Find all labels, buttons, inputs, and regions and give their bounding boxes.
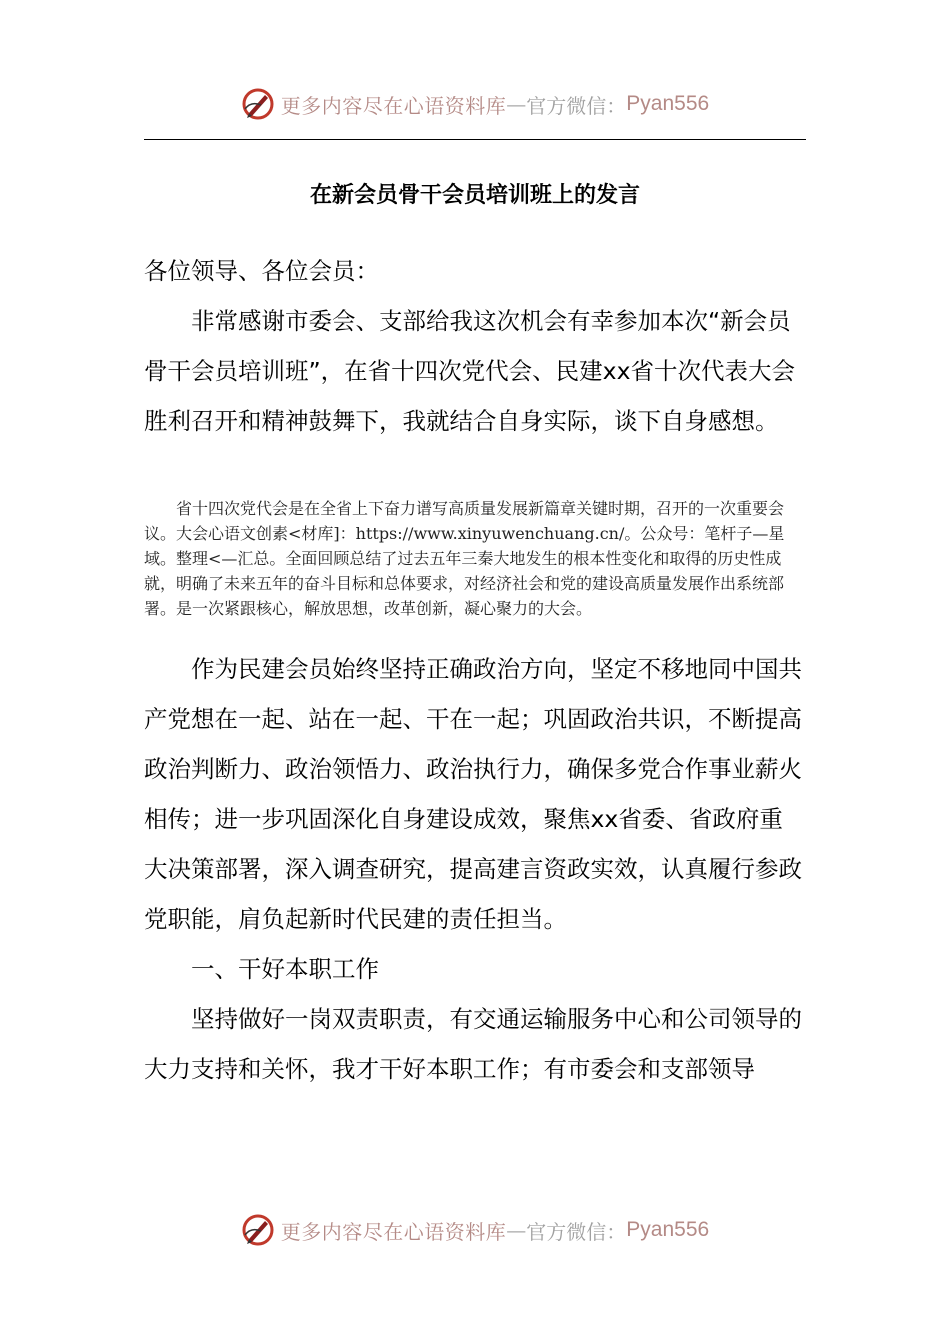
header-banner: [0, 82, 950, 126]
intro-block: [144, 246, 806, 446]
banner-wechat-id: Pyan556: [626, 92, 710, 115]
document-title: 在新会员骨干会员培训班上的发言: [309, 183, 640, 208]
banner-separator: —: [506, 92, 527, 116]
paragraph-political-direction: 作为民建会员始终坚持正确政治方向，坚定不移地同中国共产党想在一起、站在一起、干在一起；巩固政治共识，不断提高政治判断力、政治领悟力、政治执行力，确保多党合作事业薪火相传；进一步巩固深化自身建设成效，聚焦xx省委、省政府重大决策部署，深入调查研究，提高建言资政实效，认真履行参政党职能，肩负起新时代民建的责任担当。: [144, 655, 802, 933]
footer-wechat-label: 官方微信：: [526, 1219, 627, 1244]
pen-logo-icon: [241, 1213, 275, 1247]
pen-logo-icon: [241, 87, 275, 121]
footer-wechat-id: Pyan556: [626, 1218, 710, 1241]
banner-slogan: 更多内容尽在心语资料库: [280, 93, 507, 118]
footer-banner: [0, 1208, 950, 1252]
footer-slogan: 更多内容尽在心语资料库: [280, 1219, 507, 1244]
banner-wechat-label: 官方微信：: [526, 93, 627, 118]
header-divider: [144, 139, 806, 140]
paragraph-thanks: 非常感谢市委会、支部给我这次机会有幸参加本次“新会员骨干会员培训班”，在省十四次党代会、民建xx省十次代表大会胜利召开和精神鼓舞下，我就结合自身实际，谈下自身感想。: [144, 307, 795, 435]
salutation: 各位领导、各位会员：: [144, 257, 379, 285]
quote-paragraph: 省十四次党代会是在全省上下奋力谱写高质量发展新篇章关键时期，召开的一次重要会议。大会心语文创素<材库]：https://www.xinyuwenchuang.cn/。公众号：笔杆子—星域。整理<—汇总。全面回顾总结了过去五年三秦大地发生的根本性变化和取得的历史性成就，明确了未来五年的奋斗目标和总体要求，对经济社会和党的建设高质量发展作出系统部署。是一次紧跟核心，解放思想，改革创新，凝心聚力的大会。: [144, 499, 785, 618]
footer-separator: —: [506, 1218, 527, 1242]
section-heading: 一、干好本职工作: [191, 955, 379, 983]
paragraph-job-duty: 坚持做好一岗双责职责，有交通运输服务中心和公司领导的大力支持和关怀，我才干好本职工作；有市委会和支部领导: [144, 1005, 802, 1083]
main-block: [144, 644, 806, 1094]
